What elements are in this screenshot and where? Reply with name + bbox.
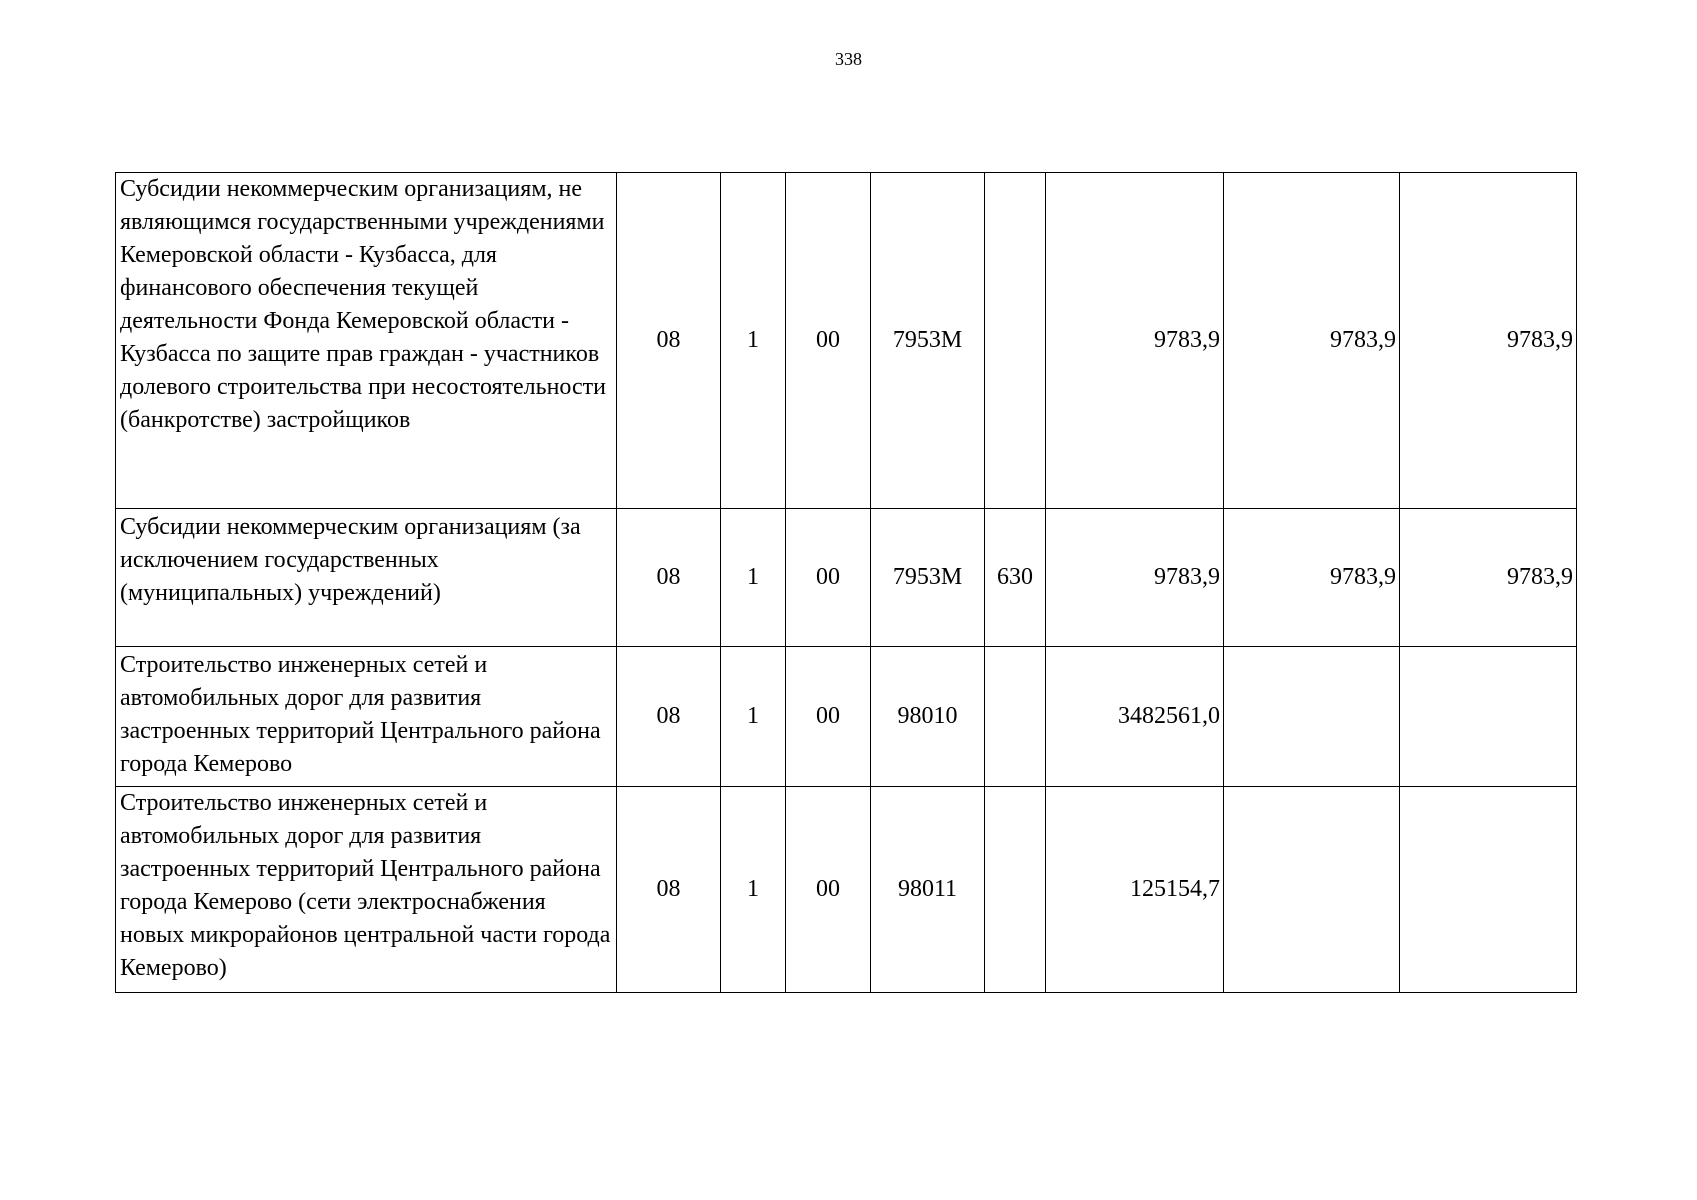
table-row bbox=[116, 173, 1577, 509]
program-code-cell: 1 bbox=[721, 787, 786, 993]
program-code-cell: 1 bbox=[721, 173, 786, 509]
table-row bbox=[116, 509, 1577, 647]
expense-type-cell bbox=[985, 173, 1046, 509]
amount-2-cell: 9783,9 bbox=[1224, 509, 1400, 647]
subprogram-code-cell: 00 bbox=[786, 509, 871, 647]
amount-1-cell: 3482561,0 bbox=[1046, 647, 1224, 787]
amount-3-cell bbox=[1400, 787, 1577, 993]
program-code-cell: 1 bbox=[721, 647, 786, 787]
program-code-cell: 1 bbox=[721, 509, 786, 647]
amount-2-cell: 9783,9 bbox=[1224, 173, 1400, 509]
budget-table bbox=[115, 172, 1577, 993]
direction-code-cell: 98010 bbox=[871, 647, 985, 787]
table-row bbox=[116, 787, 1577, 993]
amount-1-cell: 9783,9 bbox=[1046, 173, 1224, 509]
table-row bbox=[116, 647, 1577, 787]
amount-2-cell bbox=[1224, 647, 1400, 787]
amount-1-cell: 125154,7 bbox=[1046, 787, 1224, 993]
amount-1-cell: 9783,9 bbox=[1046, 509, 1224, 647]
subprogram-code-cell: 00 bbox=[786, 787, 871, 993]
amount-2-cell bbox=[1224, 787, 1400, 993]
direction-code-cell: 98011 bbox=[871, 787, 985, 993]
expense-type-cell: 630 bbox=[985, 509, 1046, 647]
amount-3-cell bbox=[1400, 647, 1577, 787]
expense-name-cell: Субсидии некоммерческим организациям, не являющимся государственными учреждениями Кемеровской области - Кузбасса, для финансового обеспечения текущей деятельности Фонда Кемеровской области - Кузбасса по защите прав граждан - участников долевого строительства при несостоятельности (банкротстве) застройщиков bbox=[116, 173, 617, 509]
expense-name-cell: Субсидии некоммерческим организациям (за исключением государственных (муниципальных) учреждений) bbox=[116, 509, 617, 647]
subprogram-code-cell: 00 bbox=[786, 647, 871, 787]
amount-3-cell: 9783,9 bbox=[1400, 173, 1577, 509]
section-code-cell: 08 bbox=[617, 509, 721, 647]
expense-name-cell: Строительство инженерных сетей и автомобильных дорог для развития застроенных территорий Центрального района города Кемерово bbox=[116, 647, 617, 787]
direction-code-cell: 7953M bbox=[871, 173, 985, 509]
expense-type-cell bbox=[985, 647, 1046, 787]
amount-3-cell: 9783,9 bbox=[1400, 509, 1577, 647]
section-code-cell: 08 bbox=[617, 173, 721, 509]
page-number: 338 bbox=[835, 49, 862, 69]
direction-code-cell: 7953M bbox=[871, 509, 985, 647]
expense-name-cell: Строительство инженерных сетей и автомобильных дорог для развития застроенных территорий Центрального района города Кемерово (сети электроснабжения новых микрорайонов центральной части города Кемерово) bbox=[116, 787, 617, 993]
section-code-cell: 08 bbox=[617, 647, 721, 787]
section-code-cell: 08 bbox=[617, 787, 721, 993]
expense-type-cell bbox=[985, 787, 1046, 993]
subprogram-code-cell: 00 bbox=[786, 173, 871, 509]
